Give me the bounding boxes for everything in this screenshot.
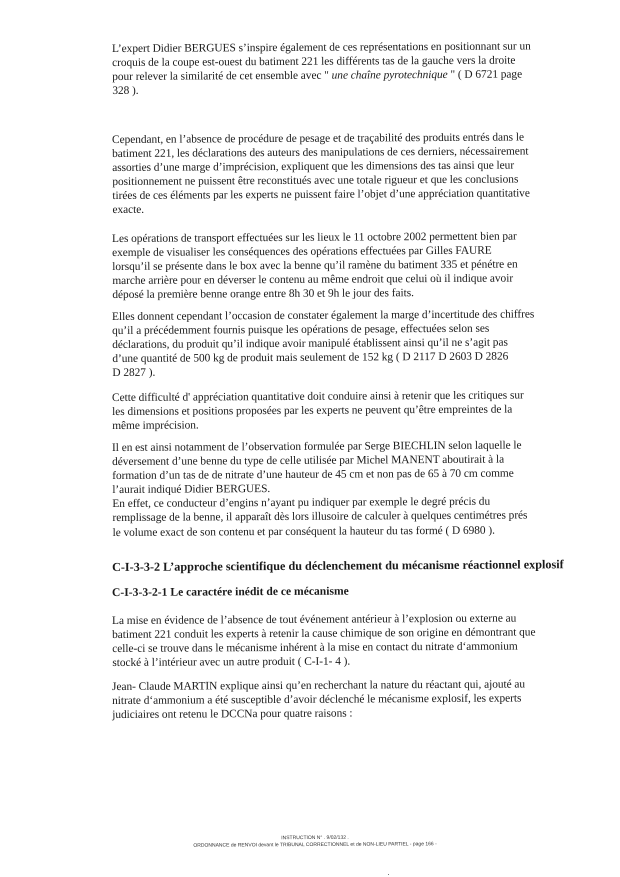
text-line: En effet, ce conducteur d’engins n’ayant pu indiquer par exemple le degré précis du: [112, 496, 491, 511]
text-line: Jean- Claude MARTIN explique ainsi qu’en recherchant la nature du réactant qui, ajouté au: [112, 678, 526, 693]
page-footer: [150, 834, 480, 850]
text-segment: pour relever la similarité de cet ensemble avec ": [112, 69, 332, 84]
quote-italic: une chaîne pyrotechnique: [331, 69, 448, 82]
paragraph-absence-pesage: [112, 130, 573, 217]
text-line: déversement d’une benne du type de celle utilisée par Michel MANENT aboutirait à la: [112, 453, 505, 469]
paragraph-operations-transport: [112, 229, 572, 302]
text-line: le volume exact de son contenu et par conséquent la hauteur du tas formé ( D 6980 ).: [112, 524, 495, 539]
subsection-heading: C-I-3-3-2-1 Le caractére inédit de ce mécanisme: [112, 584, 349, 599]
text-line: nitrate d‘ammonium a été susceptible d’avoir déclenché le mécanisme explosif, les experts: [112, 692, 522, 708]
text-line: les dimensions et positions proposées par les experts ne peuvent qu’être empreintes de la: [112, 403, 513, 419]
text-line: batiment 221, les déclarations des auteurs des manipulations de ces derniers, nécessairement: [112, 145, 529, 161]
text-line: Elles donnent cependant l’occasion de constater également la marge d’incertitude des chiffres: [112, 308, 535, 323]
text-line: Il en est ainsi notamment de l’observation formulée par Serge BIECHLIN selon laquelle le: [112, 439, 522, 454]
footer-instruction-number: INSTRUCTION N° . 9/02/132 .: [281, 834, 349, 842]
text-line: lorsqu’il se présente dans le box avec la benne qu’il ramène du batiment 335 et pénétre en: [112, 258, 518, 274]
text-line: batiment 221 conduit les experts à retenir la cause chimique de son origine en démontrant que: [112, 626, 536, 642]
text-line: L’expert Didier BERGUES s’inspire également de ces représentations en positionnant sur un: [112, 40, 531, 55]
section-heading: C-I-3-3-2 L’approche scientifique du déclenchement du mécanisme réactionnel explosif: [112, 557, 564, 574]
text-line: déclarations, du produit qu’il indique avoir manipulé établissent ainsi qu’il ne s’agit pas: [112, 336, 508, 352]
text-line: croquis de la coupe est-ouest du batiment 221 les différents tas de la gauche vers la droite: [112, 54, 516, 70]
text-line: tirées de ces éléments par les experts ne puissent faire l’objet d’une appréciation quantitative: [112, 187, 530, 203]
text-line: Les opérations de transport effectuées sur les lieux le 11 octobre 2002 permettent bien par: [112, 230, 517, 245]
text-segment: " ( D 6721 page: [447, 68, 523, 82]
scan-speck: [388, 874, 389, 875]
paragraph-cause-chimique: [112, 611, 572, 670]
text-line: même imprécision.: [112, 419, 199, 433]
text-line: assorties d’une marge d’imprécision, expliquent que les dimensions des tas ainsi que leur: [112, 159, 515, 175]
text-line: d’une quantité de 500 kg de produit mais seulement de 152 kg ( D 2117 D 2603 D 2826: [112, 350, 509, 366]
text-line: Cette difficulté d' appréciation quantitative doit conduire ainsi à retenir que les critiques sur: [112, 389, 524, 404]
footer-ordonnance-page: ORDONNANCE de RENVOI devant le TRIBUNAL CORRECTIONNEL et de NON-LIEU PARTIEL - page 166 -: [193, 841, 437, 849]
text-line: Cependant, en l’absence de procédure de pesage et de traçabilité des produits entrés dans le: [112, 131, 525, 146]
paragraph-difficulte-appreciation: [112, 388, 572, 433]
text-line: l’aurait indiqué Didier BERGUES.: [112, 483, 271, 497]
text-line: formation d’un tas de de nitrate d’une hauteur de 45 cm et non pas de 65 à 70 cm comme: [112, 467, 514, 483]
text-line: D 2827 ).: [112, 367, 156, 380]
paragraph-martin-dccna: [112, 677, 572, 722]
text-line: déposé la première benne orange entre 8h 30 et 9h le jour des faits.: [112, 287, 414, 302]
text-line: qu’il a précédemment fournis puisque les opérations de pesage, effectuées selon ses: [112, 322, 490, 338]
paragraph-marge-incertitude: [112, 307, 572, 380]
text-line: La mise en évidence de l’absence de tout événement antérieur à l’explosion ou externe au: [112, 612, 517, 627]
text-line: 328 ).: [112, 85, 139, 98]
text-line: remplissage de la benne, il apparaît dès lors illusoire de calculer à quelques centimétres prés: [112, 509, 528, 525]
paragraph-observation-biechlin: [112, 438, 573, 539]
text-line: stocké à l’intérieur avec un autre produit ( C-I-1- 4 ).: [112, 655, 351, 670]
text-line: judiciaires ont retenu le DCCNa pour quatre raisons :: [112, 707, 353, 722]
text-line: exacte.: [112, 204, 145, 217]
text-line: marche arrière pour en déverser le contenu au même endroit que celui où il indique avoir: [112, 272, 514, 288]
text-line: celle-ci se trouve dans le mécanisme inhérent à la mise en contact du nitrate d‘ammonium: [112, 640, 518, 656]
paragraph-bergues-croquis: [112, 39, 572, 98]
text-line: positionnement ne puissent être reconstitués avec une totale rigueur et que les conclusions: [112, 173, 519, 189]
text-line: exemple de visualiser les conséquences des opérations effectuées par Gilles FAURE: [112, 244, 492, 260]
